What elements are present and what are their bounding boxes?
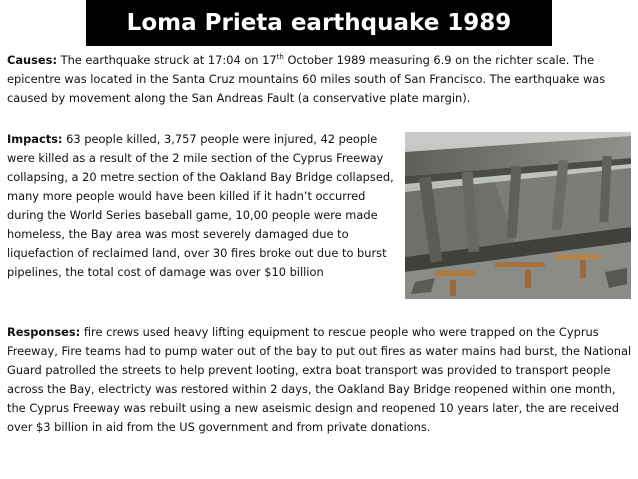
- causes-superscript: th: [276, 53, 284, 62]
- impacts-paragraph: [7, 130, 405, 282]
- causes-label: Causes:: [7, 53, 57, 67]
- causes-paragraph: [7, 51, 635, 108]
- responses-text: fire crews used heavy lifting equipment to rescue people who were trapped on the Cyprus Freeway, Fire teams had to pump water out of the bay to put out fires as water mains had burst, the National Guard patrolled the streets to help prevent looting, extra boat transport was provided to transport people across the Bay, electricty was restored within 2 days, the Oakland Bay Bridge reopened within one month, the Cyprus Freeway was rebuilt using a new aseismic design and reopened 10 years later, the are received over $3 billion in aid from the US government and from private donations.: [7, 325, 632, 434]
- causes-text-end: October 1989 measuring 6.9 on the richter scale. The epicentre was located in the Santa Cruz mountains 60 miles south of San Francisco. The earthquake was caused by movement along the San Andreas Fault (a conservative plate margin).: [7, 53, 606, 105]
- title-bar: [86, 0, 552, 46]
- collapsed-freeway-photo: [405, 132, 631, 299]
- impacts-text: 63 people killed, 3,757 people were injured, 42 people were killed as a result of the 2 mile section of the Cyprus Freeway collapsing, a 20 metre section of the Oakland Bay Bridge collapsed, many more people would have been killed if it hadn’t occurred during the World Series baseball game, 10,00 people were made homeless, the Bay area was most severely damaged due to liquefaction of reclaimed land, over 30 fires broke out due to burst pipelines, the total cost of damage was over $10 billion: [7, 132, 394, 279]
- responses-label: Responses:: [7, 325, 81, 339]
- causes-text-start: The earthquake struck at 17:04 on 17: [57, 53, 277, 67]
- page-title: Loma Prieta earthquake 1989: [126, 10, 512, 36]
- impacts-label: Impacts:: [7, 132, 63, 146]
- responses-paragraph: [7, 323, 635, 437]
